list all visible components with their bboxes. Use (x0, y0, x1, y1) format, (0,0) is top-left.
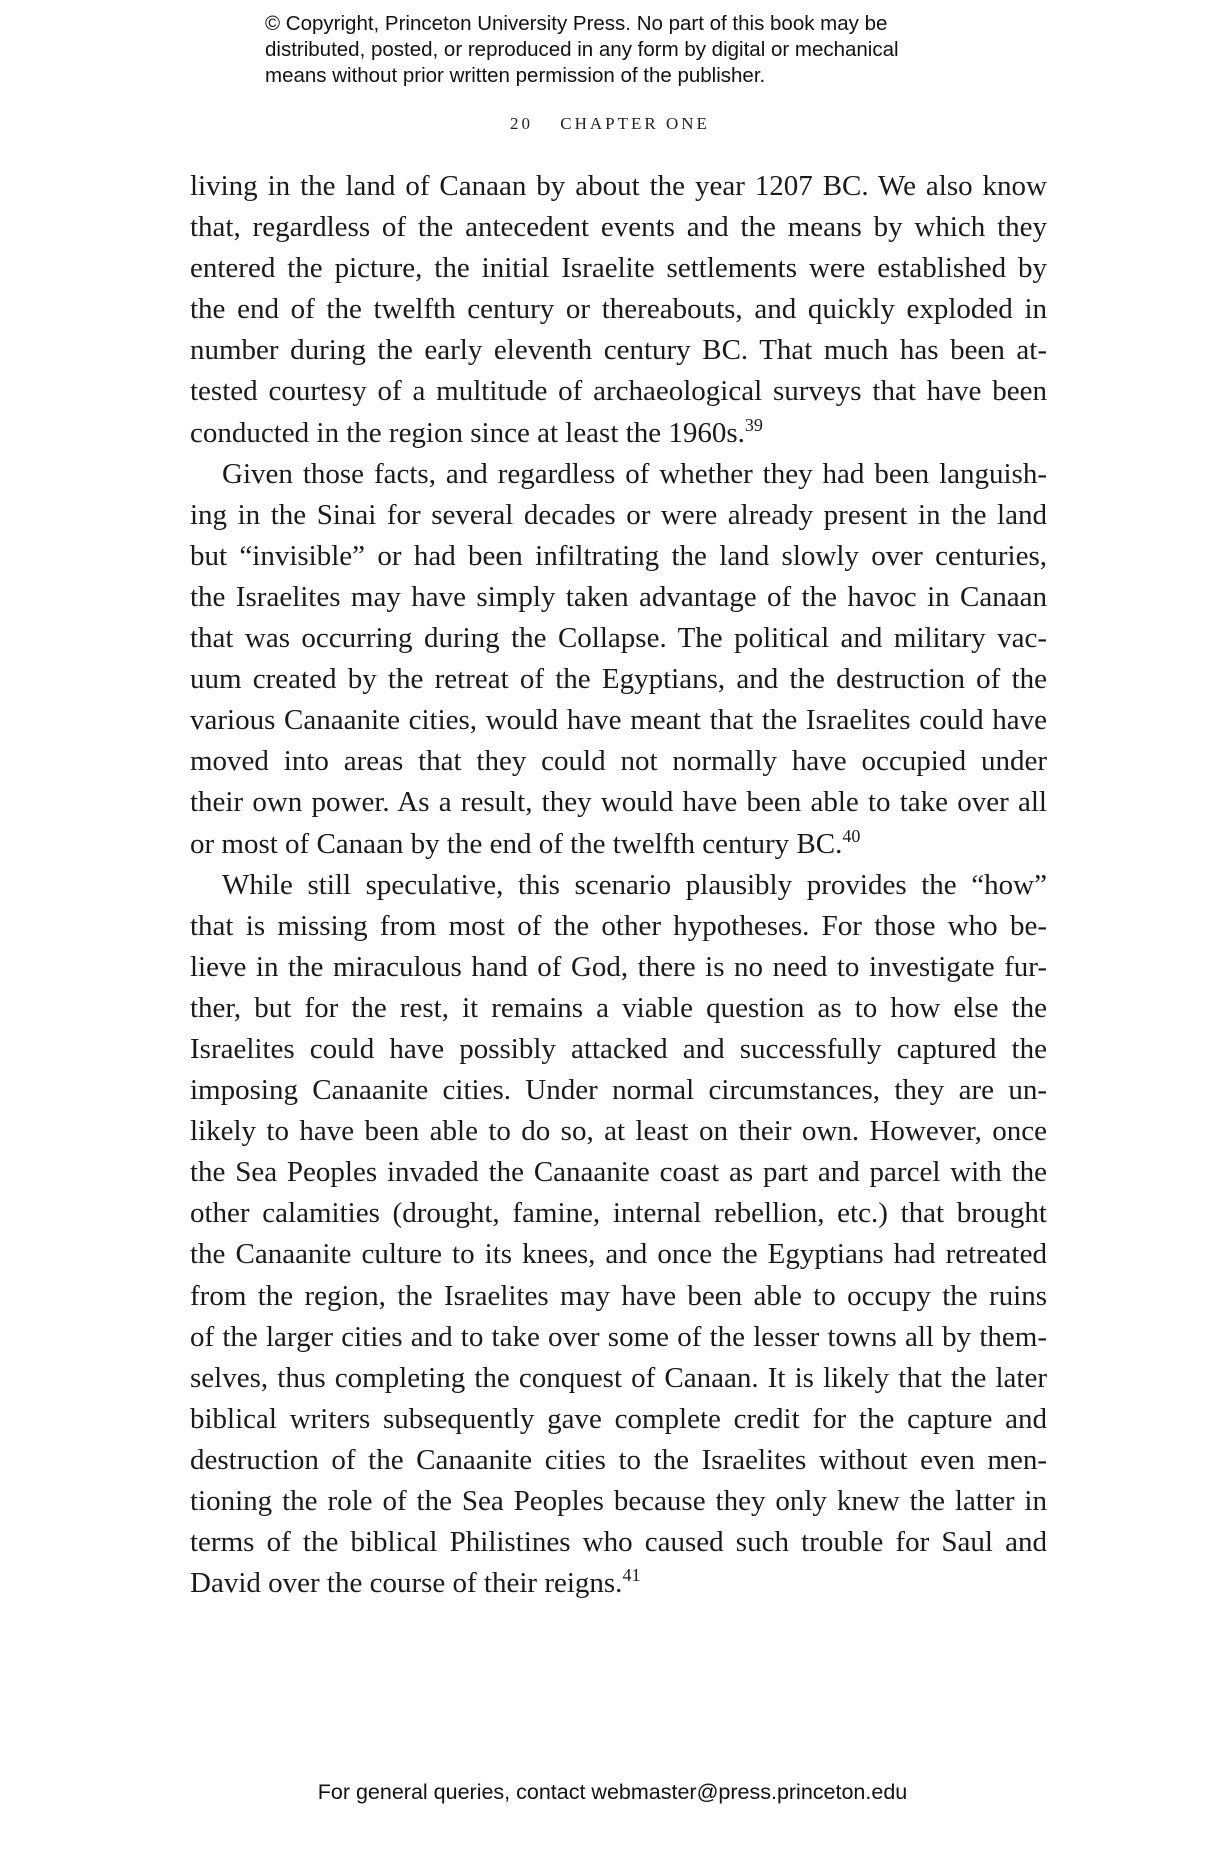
text-line: but “invisible” or had been infiltrating the land slowly over centuries, (190, 539, 1047, 572)
chapter-title: CHAPTER ONE (560, 114, 710, 133)
text-line: tioning the role of the Sea Peoples because they only knew the latter in (190, 1485, 1047, 1517)
footnote-marker: 40 (842, 825, 861, 846)
text-line: entered the picture, the initial Israelite settlements were established by (190, 252, 1047, 285)
page-number: 20 (510, 114, 533, 133)
text-line: from the region, the Israelites may have been able to occupy the ruins (190, 1279, 1047, 1312)
text-line: destruction of the Canaanite cities to the Israelites without even men- (190, 1443, 1047, 1476)
text-line (190, 824, 1047, 865)
text-line (190, 413, 1047, 454)
body-text (190, 166, 1047, 1604)
footer-contact: For general queries, contact webmaster@press.princeton.edu (317, 1780, 908, 1804)
paragraph (190, 166, 1047, 454)
copyright-line: © Copyright, Princeton University Press. No part of this book may be (265, 12, 888, 35)
text-line: Israelites could have possibly attacked and successfully captured the (190, 1032, 1047, 1065)
text-line-content: or most of Canaan by the end of the twelfth century BC. (190, 827, 843, 860)
text-line: that is missing from most of the other hypotheses. For those who be- (190, 909, 1047, 942)
text-line: the Israelites may have simply taken advantage of the havoc in Canaan (190, 580, 1047, 613)
text-line: tested courtesy of a multitude of archaeological surveys that have been (190, 375, 1047, 408)
text-line: lieve in the miraculous hand of God, there is no need to investigate fur- (190, 950, 1047, 983)
text-line-content: conducted in the region since at least the 1960s. (190, 416, 745, 449)
text-line: terms of the biblical Philistines who caused such trouble for Saul and (190, 1526, 1047, 1559)
copyright-notice (265, 11, 1025, 89)
text-line: of the larger cities and to take over some of the lesser towns all by them- (190, 1320, 1047, 1353)
text-line: ing in the Sinai for several decades or were already present in the land (190, 498, 1047, 531)
text-line: biblical writers subsequently gave complete credit for the capture and (190, 1402, 1047, 1435)
copyright-line: distributed, posted, or reproduced in any form by digital or mechanical (265, 38, 899, 61)
text-line: uum created by the retreat of the Egyptians, and the destruction of the (190, 663, 1047, 696)
paragraph (190, 454, 1047, 865)
text-line: imposing Canaanite cities. Under normal circumstances, they are un- (190, 1074, 1047, 1107)
text-line: that, regardless of the antecedent events and the means by which they (190, 211, 1047, 244)
text-line: the Sea Peoples invaded the Canaanite coast as part and parcel with the (190, 1156, 1047, 1189)
text-line: While still speculative, this scenario plausibly provides the “how” (222, 868, 1047, 901)
text-line: other calamities (drought, famine, internal rebellion, etc.) that brought (190, 1197, 1047, 1230)
text-line-content: David over the course of their reigns. (190, 1567, 623, 1600)
text-line: the end of the twelfth century or thereabouts, and quickly exploded in (190, 293, 1047, 326)
copyright-line: means without prior written permission of the publisher. (265, 64, 766, 87)
text-line: Given those facts, and regardless of whether they had been languish- (222, 457, 1047, 490)
text-line (190, 1563, 1047, 1604)
text-line: various Canaanite cities, would have meant that the Israelites could have (190, 704, 1047, 737)
text-line: moved into areas that they could not normally have occupied under (190, 745, 1047, 778)
text-line: ther, but for the rest, it remains a viable question as to how else the (190, 991, 1047, 1024)
text-line: their own power. As a result, they would have been able to take over all (190, 786, 1047, 819)
footnote-marker: 41 (622, 1565, 641, 1586)
running-head (510, 114, 710, 134)
footnote-marker: 39 (744, 414, 763, 435)
text-line: selves, thus completing the conquest of Canaan. It is likely that the later (190, 1361, 1047, 1394)
text-line: that was occurring during the Collapse. The political and military vac- (190, 622, 1047, 655)
text-line: living in the land of Canaan by about the year 1207 BC. We also know (190, 170, 1047, 202)
text-line: likely to have been able to do so, at least on their own. However, once (190, 1115, 1047, 1148)
text-line: number during the early eleventh century BC. That much has been at- (190, 334, 1047, 367)
paragraph (190, 865, 1047, 1605)
text-line: the Canaanite culture to its knees, and once the Egyptians had retreated (190, 1238, 1047, 1271)
